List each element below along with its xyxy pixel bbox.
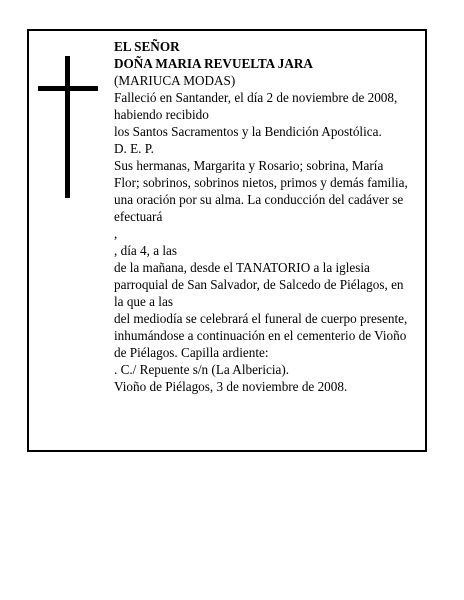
text-line: de Piélagos. Capilla ardiente:	[114, 345, 269, 360]
text-line: inhumándose a continuación en el cementerio de Vioño	[114, 328, 407, 343]
text-line: del mediodía se celebrará el funeral de cuerpo presente,	[114, 311, 408, 326]
heading-title: EL SEÑOR	[114, 39, 180, 54]
text-line: habiendo recibido	[114, 107, 209, 122]
cross-icon	[38, 56, 98, 198]
death-statement: Falleció en Santander, el día 2 de noviembre de 2008,	[114, 90, 398, 105]
obituary-text	[114, 38, 420, 395]
text-line: los Santos Sacramentos y la Bendición Apostólica.	[114, 124, 382, 139]
cross-vertical-bar	[65, 56, 70, 198]
address-line: . C./ Repuente s/n (La Albericia).	[114, 362, 290, 377]
deceased-alias: (MARIUCA MODAS)	[114, 73, 236, 88]
family-line: Sus hermanas, Margarita y Rosario; sobrina, María	[114, 158, 384, 173]
text-line: , día 4, a las	[114, 243, 177, 258]
place-date-line: Vioño de Piélagos, 3 de noviembre de 2008.	[114, 379, 348, 394]
text-line: la que a las	[114, 294, 173, 309]
rip-line: D. E. P.	[114, 141, 154, 156]
text-line: de la mañana, desde el TANATORIO a la iglesia	[114, 260, 370, 275]
deceased-name: DOÑA MARIA REVUELTA JARA	[114, 56, 313, 71]
cross-horizontal-bar	[38, 86, 98, 91]
text-line: una oración por su alma. La conducción del cadáver se	[114, 192, 404, 207]
text-line: ,	[114, 226, 118, 241]
text-line: Flor; sobrinos, sobrinos nietos, primos y demás familia,	[114, 175, 408, 190]
text-line: efectuará	[114, 209, 163, 224]
text-line: parroquial de San Salvador, de Salcedo de Piélagos, en	[114, 277, 404, 292]
